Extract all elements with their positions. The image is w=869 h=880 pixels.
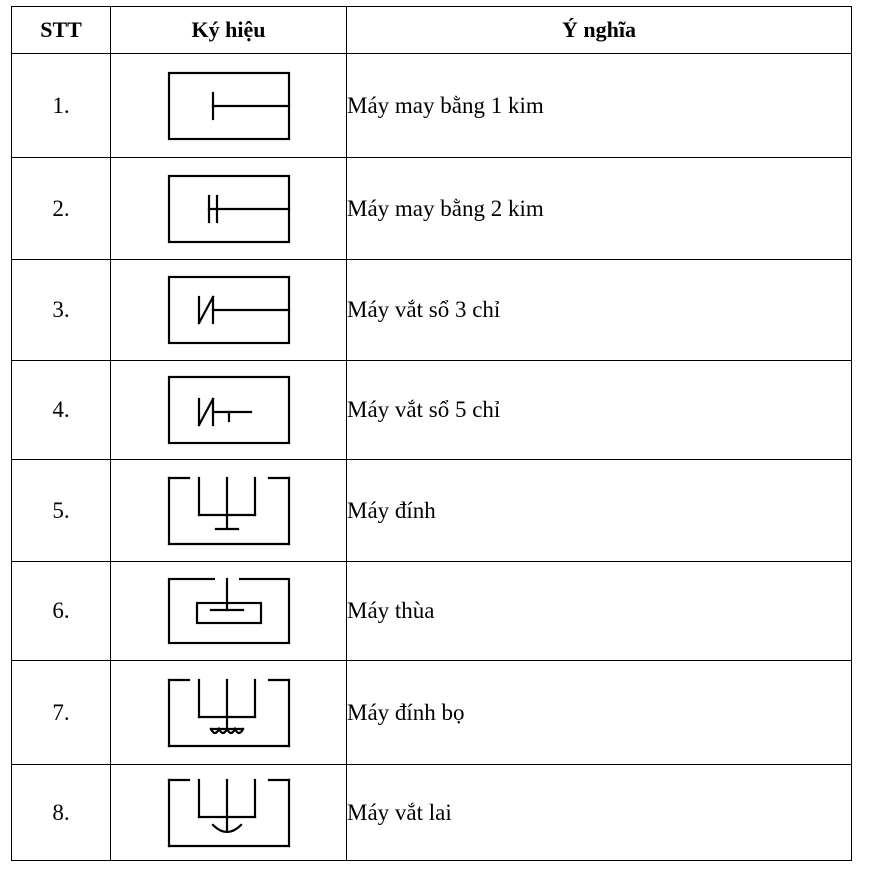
sewing-machine-symbol-table	[11, 6, 852, 861]
table-row	[12, 361, 852, 460]
row-stt: 2.	[12, 158, 111, 260]
row-meaning: Máy đính	[347, 460, 852, 562]
table-row	[12, 54, 852, 158]
row-meaning: Máy may bằng 1 kim	[347, 54, 852, 158]
table-row	[12, 765, 852, 861]
button-sewing-machine-icon	[167, 475, 291, 547]
overlock-5-thread-icon	[167, 375, 291, 445]
row-symbol	[111, 361, 347, 460]
row-meaning: Máy vắt lai	[347, 765, 852, 861]
row-symbol	[111, 158, 347, 260]
single-needle-machine-icon	[167, 71, 291, 141]
row-meaning: Máy đính bọ	[347, 661, 852, 765]
header-meaning: Ý nghĩa	[347, 7, 852, 54]
overlock-3-thread-icon	[167, 275, 291, 345]
row-symbol	[111, 54, 347, 158]
header-symbol: Ký hiệu	[111, 7, 347, 54]
row-meaning: Máy vắt sổ 5 chỉ	[347, 361, 852, 460]
double-needle-machine-icon	[167, 174, 291, 244]
row-meaning: Máy thùa	[347, 562, 852, 661]
table-row	[12, 260, 852, 361]
table-row	[12, 460, 852, 562]
row-stt: 4.	[12, 361, 111, 460]
row-symbol	[111, 460, 347, 562]
row-stt: 6.	[12, 562, 111, 661]
table-row	[12, 661, 852, 765]
buttonhole-machine-icon	[167, 576, 291, 646]
row-stt: 3.	[12, 260, 111, 361]
row-symbol	[111, 765, 347, 861]
row-symbol	[111, 562, 347, 661]
row-stt: 7.	[12, 661, 111, 765]
row-meaning: Máy vắt sổ 3 chỉ	[347, 260, 852, 361]
bartack-machine-icon	[167, 677, 291, 749]
row-stt: 5.	[12, 460, 111, 562]
row-symbol	[111, 661, 347, 765]
table-row	[12, 562, 852, 661]
row-stt: 8.	[12, 765, 111, 861]
table-header-row	[12, 7, 852, 54]
blind-hem-machine-icon	[167, 777, 291, 849]
row-stt: 1.	[12, 54, 111, 158]
row-symbol	[111, 260, 347, 361]
row-meaning: Máy may bằng 2 kim	[347, 158, 852, 260]
header-stt: STT	[12, 7, 111, 54]
table-row	[12, 158, 852, 260]
